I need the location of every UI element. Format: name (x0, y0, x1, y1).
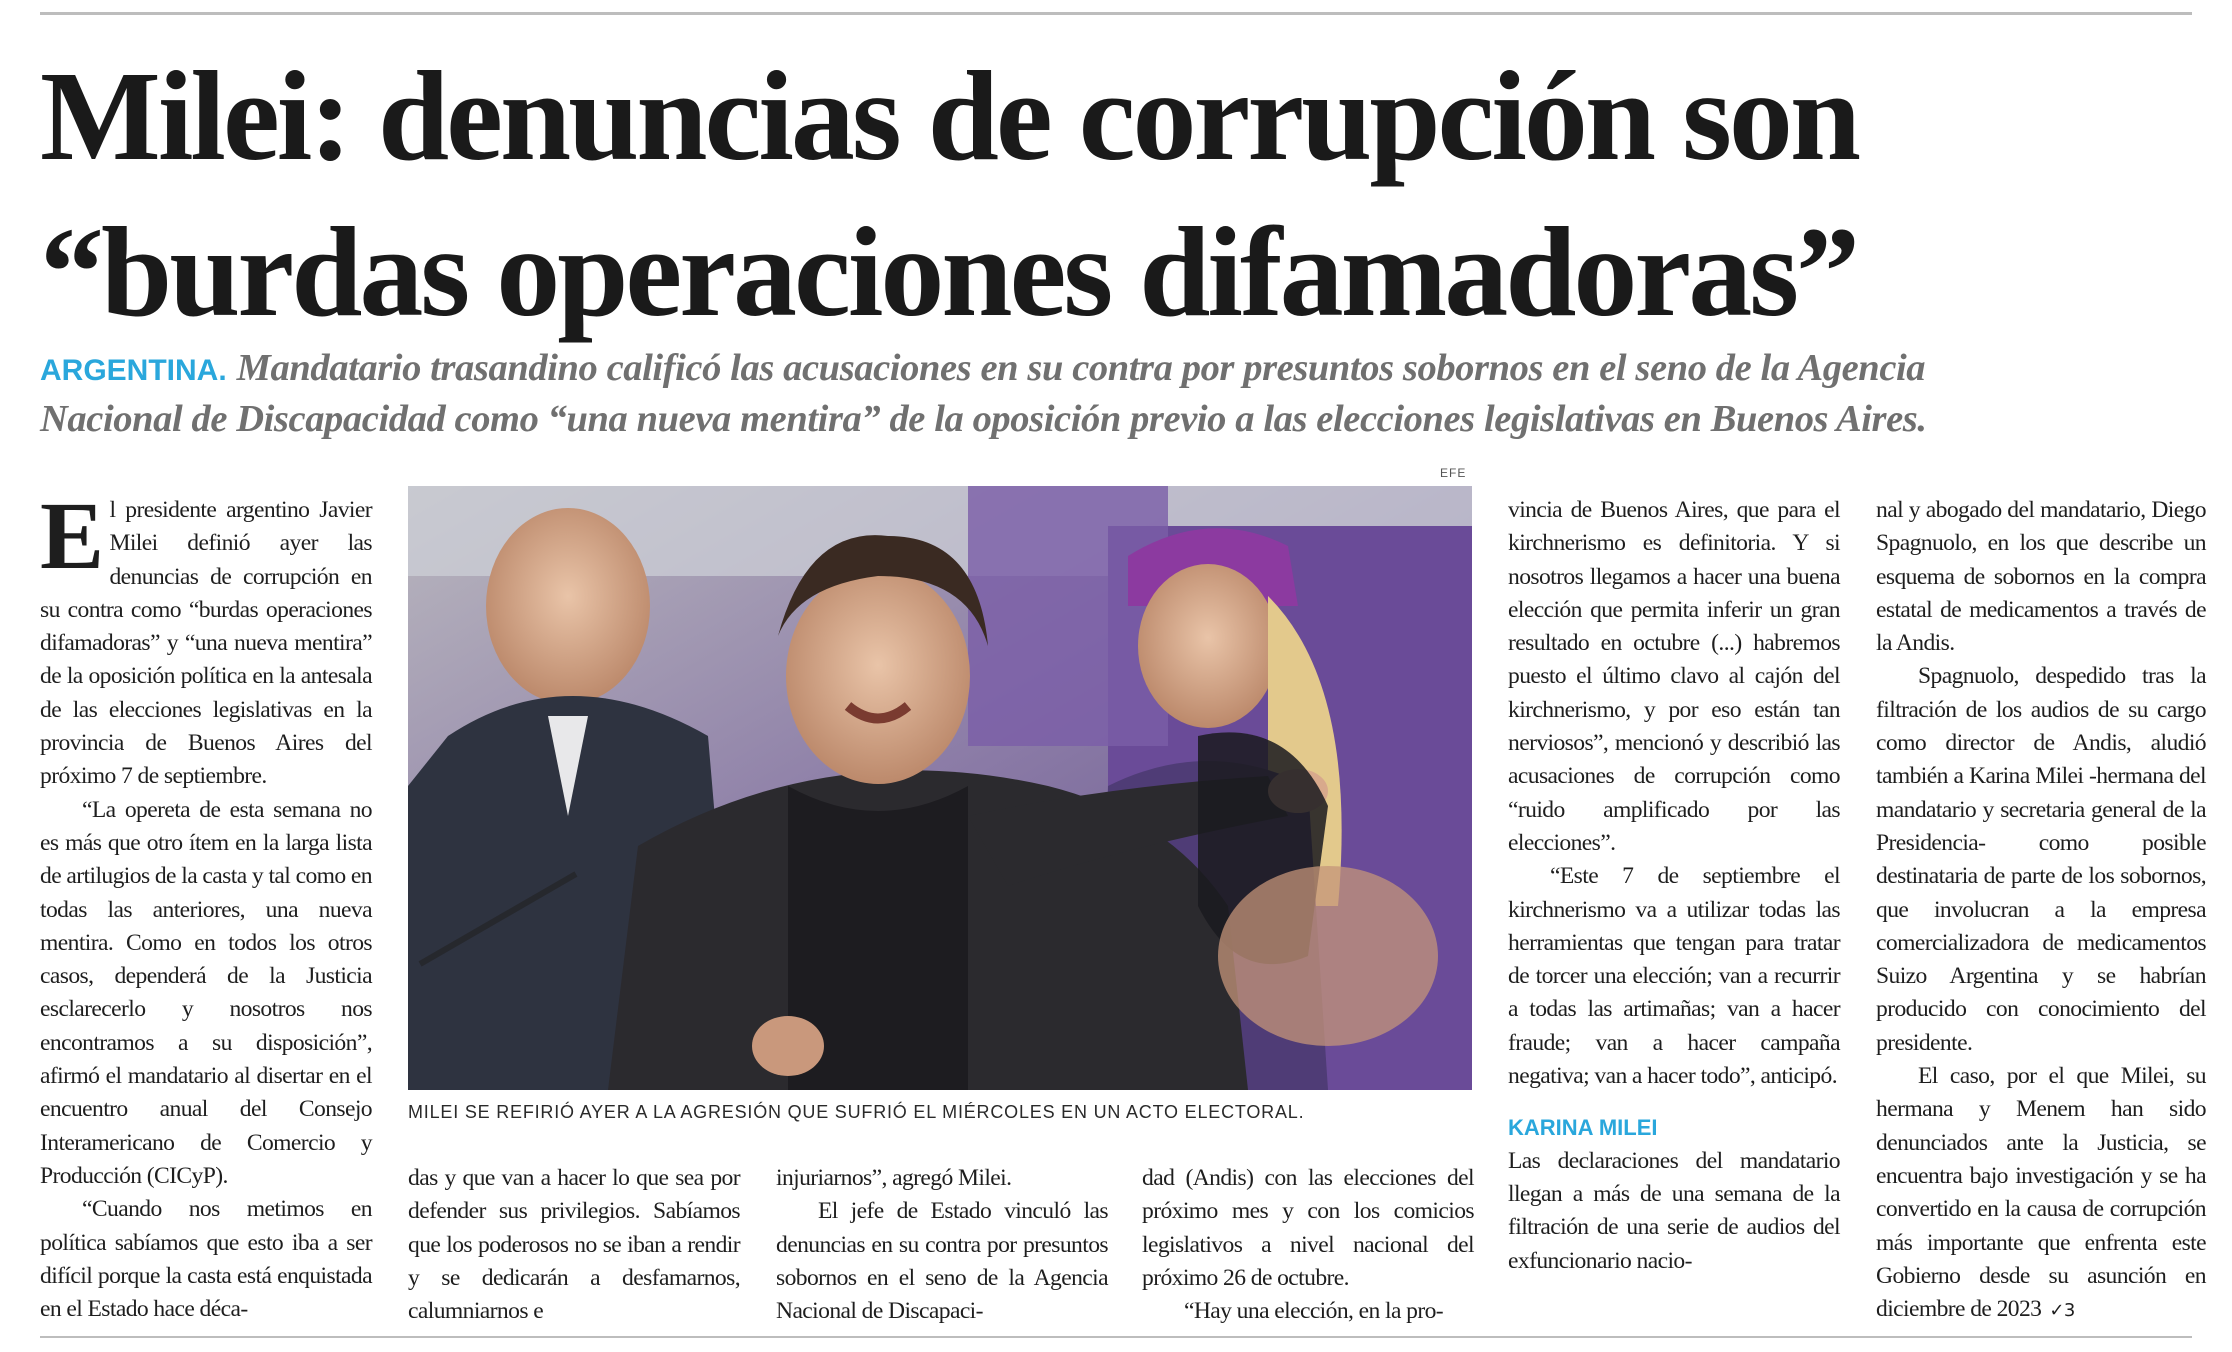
paragraph: “Cuando nos metimos en política sabíamos que esto iba a ser difícil porque la casta está enquistada en el Estado hace déca- (40, 1196, 372, 1323)
article-column-5 (1508, 494, 1840, 1278)
deck-line-2: Nacional de Discapacidad como “una nueva mentira” de la oposición previo a las elecciones legislativas en Buenos Aires. (40, 398, 1927, 440)
paragraph: Las declaraciones del mandatario llegan a más de una semana de la filtración de una serie de audios del exfuncionario nacio- (1508, 1147, 1840, 1274)
headline-line-1: Milei: denuncias de corrupción son (40, 45, 1859, 187)
paragraph (1876, 1060, 2206, 1327)
lead-text: l presidente argentino Javier Milei definió ayer las denuncias de corrupción en su contra como “burdas operaciones difamadoras” y “una nueva mentira” de la oposición política en la antesala de las elecciones legislativas en la provincia de Buenos Aires del próximo 7 de septiembre. (40, 497, 372, 790)
article-column-4 (1142, 1162, 1474, 1328)
headline (40, 38, 2200, 350)
section-kicker: ARGENTINA. (40, 354, 227, 387)
top-rule (40, 12, 2192, 15)
news-photo (408, 486, 1472, 1090)
dropcap: E (40, 482, 104, 589)
subhead: KARINA MILEI (1508, 1115, 1658, 1141)
deck (40, 344, 2200, 443)
photo-credit: EFE (1440, 466, 1467, 480)
paragraph: Spagnuolo, despedido tras la filtración de los audios de su cargo como director de Andis, aludió también a Karina Milei -hermana del mandatario y secretaria general de la Presidencia- como posible destinataria de parte de los sobornos, que involucran a la empresa comercializadora de medicamentos Suizo Argentina y se habrían producido con conocimiento del presidente. (1876, 663, 2206, 1056)
paragraph: El jefe de Estado vinculó las denuncias en su contra por presuntos sobornos en el seno de la Agencia Nacional de Discapaci- (776, 1198, 1108, 1325)
paragraph: “La opereta de esta semana no es más que otro ítem en la larga lista de artilugios de la casta y tal como en todas las anteriores, una nueva mentira. Como en todos los otros casos, dependerá de la Justicia esclarecerlo y nosotros nos encontramos a su disposición”, afirmó el mandatario al disertar en el encuentro anual del Consejo Interamericano de Comercio y Producción (CICyP). (40, 796, 372, 1189)
paragraph: injuriarnos”, agregó Milei. (776, 1165, 1012, 1191)
article-column-1 (40, 482, 372, 1326)
article-column-2 (408, 1162, 740, 1328)
bottom-rule (40, 1336, 2192, 1338)
paragraph: “Este 7 de septiembre el kirchnerismo va a utilizar todas las herramientas que tengan para tratar de torcer una elección; van a recurrir a todas las artimañas; van a hacer fraude; van a hacer campaña negativa; van a hacer todo”, anticipó. (1508, 863, 1840, 1090)
photo-caption: MILEI SE REFIRIÓ AYER A LA AGRESIÓN QUE SUFRIÓ EL MIÉRCOLES EN UN ACTO ELECTORAL. (408, 1102, 1305, 1122)
article-column-3 (776, 1162, 1108, 1328)
closing-text: El caso, por el que Milei, su hermana y Menem han sido denunciados ante la Justicia, se encuentra bajo investigación y se ha convertido en la causa de corrupción más importante que enfrenta este Gobierno desde su asunción en diciembre de 2023 (1876, 1063, 2206, 1323)
paragraph: “Hay una elección, en la pro- (1184, 1298, 1444, 1325)
deck-line-1 (40, 344, 2200, 395)
lead-paragraph (40, 482, 372, 794)
paragraph: dad (Andis) con las elecciones del próximo mes y con los comicios legislativos a nivel nacional del próximo 26 de octubre. (1142, 1165, 1474, 1291)
end-mark-icon: ✓3 (2049, 1300, 2075, 1322)
deck-text-1: Mandatario trasandino calificó las acusaciones en su contra por presuntos sobornos en el seno de la Agencia (236, 347, 1926, 389)
article-column-6 (1876, 494, 2206, 1327)
headline-line-2: “burdas operaciones difamadoras” (40, 201, 1857, 343)
photo-illustration (408, 486, 1472, 1090)
paragraph: nal y abogado del mandatario, Diego Spagnuolo, en los que describe un esquema de sobornos en la compra estatal de medicamentos a través de la Andis. (1876, 497, 2206, 657)
paragraph: das y que van a hacer lo que sea por defender sus privilegios. Sabíamos que los poderosos no se iban a rendir y se dedicarán a desfamarnos, calumniarnos e (408, 1165, 740, 1325)
paragraph: vincia de Buenos Aires, que para el kirchnerismo es definitoria. Y si nosotros llegamos a hacer una buena elección que permita inferir un gran resultado en octubre (...) habremos puesto el último clavo al cajón del kirchnerismo, y por eso están tan nerviosos”, mencionó y describió las acusaciones de corrupción como “ruido amplificado por las elecciones”. (1508, 497, 1840, 856)
